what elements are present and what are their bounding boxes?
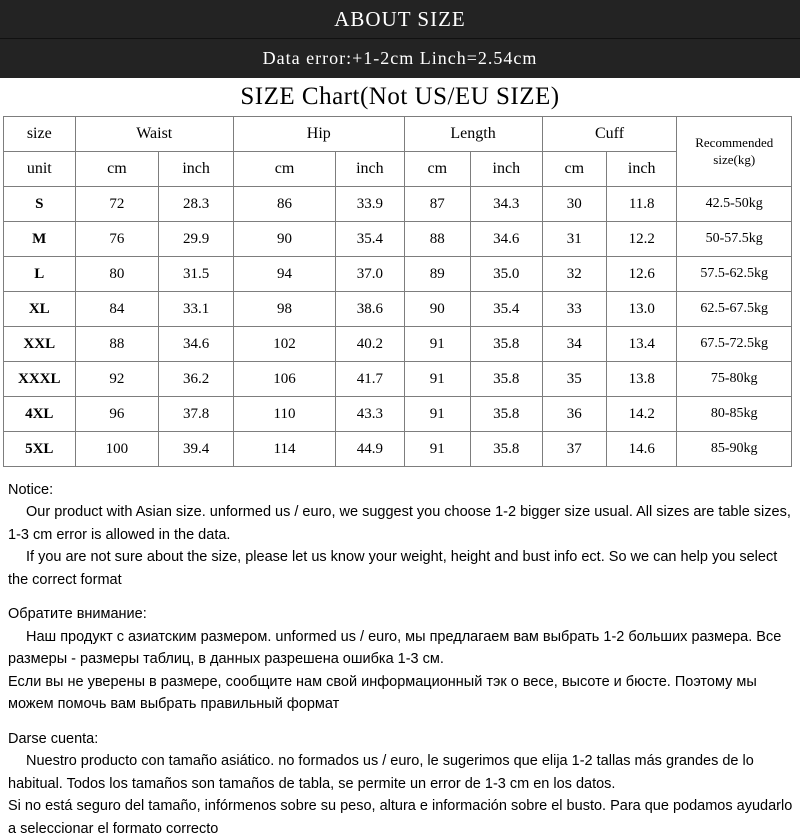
cell-cuff-cm: 35 <box>542 362 606 397</box>
notice-russian-line-1: Наш продукт с азиатским размером. unformed us / euro, мы предлагаем вам выбрать 1-2 больших размера. Все размеры - размеры таблиц, в данных разрешена ошибка 1-3 см. <box>8 628 782 668</box>
cell-length-inch: 34.6 <box>471 222 543 257</box>
size-chart-title-text: SIZE Chart(Not US/EU SIZE) <box>240 83 560 110</box>
cell-hip-cm: 90 <box>233 222 335 257</box>
cell-cuff-cm: 36 <box>542 397 606 432</box>
cell-hip-inch: 41.7 <box>336 362 404 397</box>
cell-recommended: 67.5-72.5kg <box>677 327 792 362</box>
cell-recommended: 85-90kg <box>677 432 792 467</box>
cell-length-inch: 35.8 <box>471 397 543 432</box>
cell-hip-cm: 94 <box>233 257 335 292</box>
cell-recommended: 50-57.5kg <box>677 222 792 257</box>
header-cuff-cm: cm <box>542 152 606 187</box>
table-row <box>4 257 792 292</box>
cell-waist-cm: 84 <box>75 292 159 327</box>
header-length: Length <box>404 117 542 152</box>
cell-length-inch: 35.8 <box>471 327 543 362</box>
notices-section <box>0 467 800 840</box>
header-hip: Hip <box>233 117 404 152</box>
cell-hip-cm: 98 <box>233 292 335 327</box>
header-cuff-inch: inch <box>606 152 677 187</box>
header-length-inch: inch <box>471 152 543 187</box>
data-error-text: Data error:+1-2cm Linch=2.54cm <box>262 48 538 68</box>
cell-cuff-inch: 12.2 <box>606 222 677 257</box>
cell-size: 5XL <box>4 432 76 467</box>
cell-waist-cm: 88 <box>75 327 159 362</box>
cell-cuff-inch: 12.6 <box>606 257 677 292</box>
cell-waist-cm: 76 <box>75 222 159 257</box>
cell-hip-inch: 44.9 <box>336 432 404 467</box>
cell-waist-cm: 96 <box>75 397 159 432</box>
cell-cuff-inch: 13.4 <box>606 327 677 362</box>
cell-waist-cm: 92 <box>75 362 159 397</box>
cell-waist-inch: 33.1 <box>159 292 234 327</box>
cell-cuff-inch: 11.8 <box>606 187 677 222</box>
cell-hip-inch: 37.0 <box>336 257 404 292</box>
cell-cuff-inch: 13.8 <box>606 362 677 397</box>
notice-english-line-1: Our product with Asian size. unformed us / euro, we suggest you choose 1-2 bigger size usual. All sizes are table sizes, 1-3 cm error is allowed in the data. <box>8 504 791 543</box>
cell-waist-cm: 100 <box>75 432 159 467</box>
cell-recommended: 80-85kg <box>677 397 792 432</box>
cell-size: 4XL <box>4 397 76 432</box>
cell-cuff-cm: 37 <box>542 432 606 467</box>
cell-length-inch: 35.8 <box>471 432 543 467</box>
cell-waist-inch: 29.9 <box>159 222 234 257</box>
cell-hip-inch: 43.3 <box>336 397 404 432</box>
size-chart-title <box>0 78 800 116</box>
cell-cuff-cm: 32 <box>542 257 606 292</box>
table-row <box>4 292 792 327</box>
header-cuff: Cuff <box>542 117 677 152</box>
cell-size: S <box>4 187 76 222</box>
size-chart-table <box>3 116 792 467</box>
cell-length-cm: 88 <box>404 222 470 257</box>
cell-cuff-cm: 30 <box>542 187 606 222</box>
notice-english <box>8 479 794 591</box>
table-header <box>4 117 792 187</box>
cell-waist-inch: 37.8 <box>159 397 234 432</box>
cell-size: L <box>4 257 76 292</box>
cell-hip-inch: 40.2 <box>336 327 404 362</box>
header-unit: unit <box>4 152 76 187</box>
header-length-cm: cm <box>404 152 470 187</box>
notice-spanish-line-1: Nuestro producto con tamaño asiático. no formados us / euro, le sugerimos que elija 1-2 tallas más grandes de lo habitual. Todos los tamaños son tamaños de tabla, se permite un error de 1-3 cm en los datos. <box>8 753 754 792</box>
table-row <box>4 432 792 467</box>
data-error-banner <box>0 39 800 78</box>
cell-length-cm: 91 <box>404 362 470 397</box>
cell-waist-inch: 36.2 <box>159 362 234 397</box>
cell-cuff-cm: 31 <box>542 222 606 257</box>
cell-recommended: 62.5-67.5kg <box>677 292 792 327</box>
notice-russian-line-2: Если вы не уверены в размере, сообщите нам свой информационный тэк о весе, высоте и бюсте. Поэтому мы можем помочь вам выбрать правильный формат <box>8 673 757 713</box>
table-row <box>4 397 792 432</box>
cell-recommended: 75-80kg <box>677 362 792 397</box>
table-row <box>4 222 792 257</box>
cell-waist-inch: 39.4 <box>159 432 234 467</box>
header-hip-cm: cm <box>233 152 335 187</box>
about-size-banner <box>0 0 800 39</box>
cell-waist-inch: 31.5 <box>159 257 234 292</box>
notice-russian-heading: Обратите внимание: <box>8 606 147 623</box>
notice-spanish-line-2: Si no está seguro del tamaño, infórmenos sobre su peso, altura e información sobre el busto. Para que podamos ayudarlo a seleccionar el formato correcto <box>8 798 793 837</box>
cell-size: XXL <box>4 327 76 362</box>
cell-length-cm: 91 <box>404 397 470 432</box>
cell-length-inch: 35.8 <box>471 362 543 397</box>
cell-cuff-cm: 33 <box>542 292 606 327</box>
cell-recommended: 57.5-62.5kg <box>677 257 792 292</box>
cell-cuff-inch: 13.0 <box>606 292 677 327</box>
about-size-title: ABOUT SIZE <box>334 6 466 31</box>
notice-spanish-heading: Darse cuenta: <box>8 730 99 747</box>
header-size: size <box>4 117 76 152</box>
header-waist: Waist <box>75 117 233 152</box>
cell-recommended: 42.5-50kg <box>677 187 792 222</box>
cell-hip-cm: 106 <box>233 362 335 397</box>
cell-length-inch: 35.0 <box>471 257 543 292</box>
cell-hip-inch: 38.6 <box>336 292 404 327</box>
cell-hip-cm: 114 <box>233 432 335 467</box>
cell-length-inch: 34.3 <box>471 187 543 222</box>
cell-size: M <box>4 222 76 257</box>
header-waist-inch: inch <box>159 152 234 187</box>
cell-waist-inch: 28.3 <box>159 187 234 222</box>
cell-hip-cm: 86 <box>233 187 335 222</box>
cell-length-cm: 91 <box>404 432 470 467</box>
cell-length-cm: 87 <box>404 187 470 222</box>
header-waist-cm: cm <box>75 152 159 187</box>
cell-length-cm: 91 <box>404 327 470 362</box>
cell-size: XXXL <box>4 362 76 397</box>
cell-hip-inch: 33.9 <box>336 187 404 222</box>
header-recommended-size: Recommended size(kg) <box>677 117 792 187</box>
cell-waist-inch: 34.6 <box>159 327 234 362</box>
table-row <box>4 362 792 397</box>
cell-hip-cm: 102 <box>233 327 335 362</box>
cell-cuff-cm: 34 <box>542 327 606 362</box>
header-hip-inch: inch <box>336 152 404 187</box>
cell-hip-inch: 35.4 <box>336 222 404 257</box>
cell-hip-cm: 110 <box>233 397 335 432</box>
notice-english-line-2: If you are not sure about the size, please let us know your weight, height and bust info ect. So we can help you select the correct format <box>8 549 778 588</box>
cell-length-cm: 89 <box>404 257 470 292</box>
cell-size: XL <box>4 292 76 327</box>
table-group-header-row <box>4 117 792 152</box>
notice-russian <box>8 603 794 715</box>
cell-cuff-inch: 14.6 <box>606 432 677 467</box>
cell-cuff-inch: 14.2 <box>606 397 677 432</box>
table-row <box>4 327 792 362</box>
table-unit-header-row <box>4 152 792 187</box>
cell-length-inch: 35.4 <box>471 292 543 327</box>
cell-waist-cm: 72 <box>75 187 159 222</box>
size-table-container <box>0 116 800 467</box>
table-body <box>4 187 792 467</box>
table-row <box>4 187 792 222</box>
cell-waist-cm: 80 <box>75 257 159 292</box>
cell-length-cm: 90 <box>404 292 470 327</box>
notice-spanish <box>8 728 794 840</box>
notice-english-heading: Notice: <box>8 482 54 498</box>
